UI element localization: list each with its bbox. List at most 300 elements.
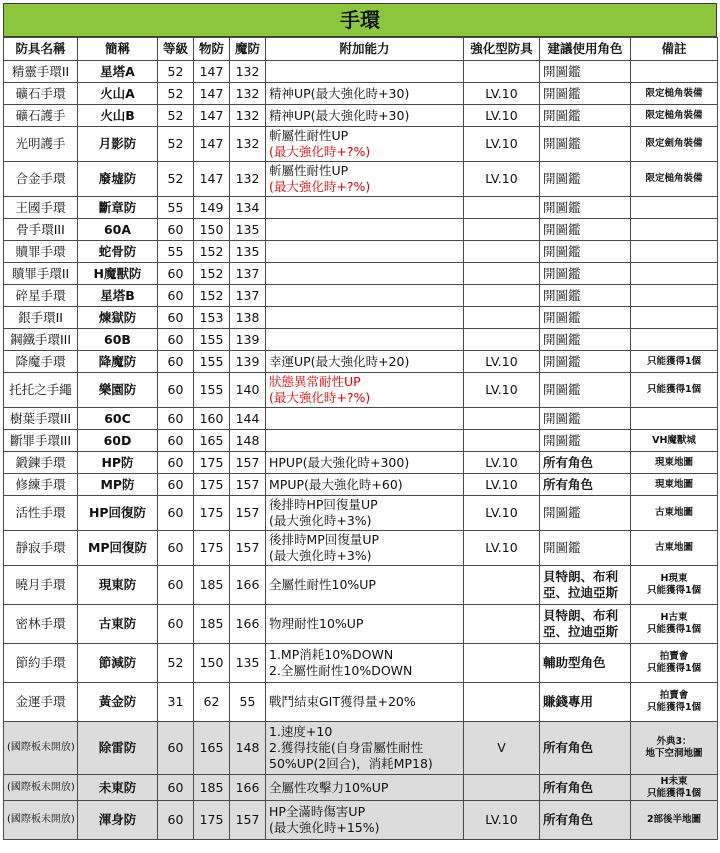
abbr-cell: 古東防 [78,605,158,644]
mdef-cell: 132 [230,61,266,83]
note-cell [631,162,718,197]
mdef-cell: 137 [230,263,266,285]
mdef-cell: 157 [230,452,266,474]
table-row [4,722,718,775]
note-cell [631,61,718,83]
role-line: 所有角色 [543,779,594,795]
table-header-row [4,38,718,61]
ability-cell [266,105,464,127]
note-line: 只能獲得1個 [646,355,702,367]
note-line: 限定劍角裝備 [645,138,703,149]
upgrade-cell: LV.10 [464,452,540,474]
mdef-cell: 166 [230,566,266,605]
upgrade-cell [464,263,540,285]
mdef-cell: 132 [230,162,266,197]
role-cell [540,683,631,722]
table-row [4,452,718,474]
abbr-cell: 廢墟防 [78,162,158,197]
ability-line: 精神UP(最大強化時+30) [269,85,410,101]
ability-cell [266,61,464,83]
armor-name-cell: 修練手環 [4,474,78,496]
role-cell [540,474,631,496]
table-row [4,408,718,430]
armor-name-cell: 密林手環 [4,605,78,644]
note-line: 拍賣會 [659,690,689,701]
mdef-cell: 157 [230,531,266,566]
abbr-cell: 煉獄防 [78,307,158,329]
note-cell [631,644,718,683]
table-row [4,263,718,285]
ability-cell [266,329,464,351]
ability-cell [266,285,464,307]
ability-cell [266,197,464,219]
note-line: 只能獲得1個 [646,702,702,713]
ability-cell [266,452,464,474]
armor-name-cell: 王國手環 [4,197,78,219]
ability-line: HPUP(最大強化時+300) [269,454,410,470]
upgrade-cell [464,197,540,219]
role-cell [540,83,631,105]
mdef-cell: 132 [230,105,266,127]
bracelet-table [3,37,718,840]
pdef-cell: 147 [194,162,230,197]
mdef-cell: 166 [230,775,266,801]
ability-cell [266,219,464,241]
role-cell [540,61,631,83]
table-row [4,285,718,307]
note-cell [631,496,718,531]
role-line: 亞、拉迪亞斯 [543,624,619,639]
role-line: 開圖鑑 [543,221,581,237]
ability-line: 1.速度+10 [269,724,333,739]
table-row [4,127,718,162]
note-cell [631,683,718,722]
ability-line: 幸運UP(最大強化時+20) [269,353,410,369]
ability-cell [266,162,464,197]
pdef-cell: 155 [194,351,230,373]
role-cell [540,496,631,531]
note-line: 2部後半地圖 [646,814,702,825]
sheet-title: 手環 [3,3,717,37]
upgrade-cell [464,644,540,683]
role-line: 開圖鑑 [543,353,581,369]
role-line: 所有角色 [543,812,594,827]
mdef-cell: 157 [230,801,266,840]
pdef-cell: 152 [194,241,230,263]
armor-name-cell: 斷罪手環III [4,430,78,452]
armor-name-cell: 碎星手環 [4,285,78,307]
note-line: 只能獲得1個 [646,663,702,674]
role-line: 輔助型角色 [543,655,606,670]
mdef-cell: 148 [230,722,266,775]
pdef-cell: 147 [194,83,230,105]
pdef-cell: 147 [194,61,230,83]
level-cell: 60 [158,566,194,605]
pdef-cell: 165 [194,430,230,452]
abbr-cell: HP防 [78,452,158,474]
col-header-pdef: 物防 [194,38,230,61]
note-line: 限定槌角裝備 [645,109,703,121]
mdef-cell: 148 [230,430,266,452]
upgrade-cell [464,329,540,351]
note-cell [631,197,718,219]
abbr-cell: 除雷防 [78,722,158,775]
role-cell [540,722,631,775]
table-row [4,644,718,683]
note-cell [631,801,718,840]
armor-name-cell: 金運手環 [4,683,78,722]
level-cell: 60 [158,307,194,329]
ability-line: 全屬性攻擊力10%UP [269,779,389,795]
pdef-cell: 149 [194,197,230,219]
col-header-name: 防具名稱 [4,38,78,61]
level-cell: 60 [158,373,194,408]
upgrade-cell: LV.10 [464,496,540,531]
role-cell [540,105,631,127]
level-cell: 60 [158,351,194,373]
level-cell: 55 [158,197,194,219]
role-cell [540,430,631,452]
mdef-cell: 138 [230,307,266,329]
pdef-cell: 155 [194,329,230,351]
note-cell [631,531,718,566]
level-cell: 52 [158,83,194,105]
mdef-cell: 157 [230,474,266,496]
upgrade-cell: LV.10 [464,801,540,840]
role-cell [540,127,631,162]
note-cell [631,285,718,307]
role-cell [540,531,631,566]
col-header-level: 等級 [158,38,194,61]
ability-line: 全屬性耐性10%UP [269,577,376,592]
level-cell: 52 [158,644,194,683]
role-line: 開圖鑑 [543,63,581,79]
ability-cell [266,430,464,452]
armor-name-cell: 銀手環II [4,307,78,329]
role-line: 賺錢專用 [543,694,594,709]
abbr-cell: 火山A [78,83,158,105]
upgrade-cell: LV.10 [464,351,540,373]
mdef-cell: 135 [230,219,266,241]
ability-cell [266,801,464,840]
mdef-cell: 134 [230,197,266,219]
role-cell [540,197,631,219]
level-cell: 60 [158,801,194,840]
note-cell [631,83,718,105]
ability-line: 精神UP(最大強化時+30) [269,107,410,123]
ability-line: 2.獲得技能(自身雷屬性耐性 [269,740,424,755]
ability-cell [266,263,464,285]
ability-line: 物理耐性10%UP [269,616,364,631]
ability-line: (最大強化時+3%) [269,513,372,528]
armor-name-cell: (國際板未開放) [4,801,78,840]
ability-cell [266,373,464,408]
mdef-cell: 157 [230,496,266,531]
ability-line: (最大強化時+?%) [269,390,371,405]
table-row [4,430,718,452]
level-cell: 60 [158,474,194,496]
abbr-cell: 渾身防 [78,801,158,840]
level-cell: 60 [158,722,194,775]
note-line: 只能獲得1個 [646,585,702,596]
role-cell [540,241,631,263]
ability-cell [266,566,464,605]
upgrade-cell: LV.10 [464,83,540,105]
note-line: 現東地圖 [654,478,693,490]
note-line: H未東 [660,775,688,787]
role-cell [540,452,631,474]
armor-name-cell: 樹葉手環III [4,408,78,430]
table-row [4,373,718,408]
col-header-note: 備註 [631,38,718,61]
role-line: 開圖鑑 [543,309,581,325]
pdef-cell: 152 [194,285,230,307]
ability-line: 戰鬥結束GIT獲得量+20% [269,694,416,709]
role-cell [540,408,631,430]
ability-cell [266,241,464,263]
note-line: 地下空洞地圖 [645,748,703,759]
table-row [4,162,718,197]
note-line: H古東 [660,612,688,623]
table-row [4,105,718,127]
role-line: 開圖鑑 [543,410,581,426]
table-row [4,775,718,801]
armor-name-cell: 活性手環 [4,496,78,531]
level-cell: 52 [158,105,194,127]
note-line: 只能獲得1個 [646,624,702,635]
armor-name-cell: 礦石護手 [4,105,78,127]
table-row [4,307,718,329]
ability-line: 後排時MP回復量UP [269,532,380,547]
role-line: 開圖鑑 [543,265,581,281]
armor-name-cell: 曉月手環 [4,566,78,605]
pdef-cell: 175 [194,474,230,496]
ability-line: (最大強化時+?%) [269,179,371,194]
ability-line: (最大強化時+15%) [269,820,380,835]
pdef-cell: 147 [194,105,230,127]
upgrade-cell [464,219,540,241]
mdef-cell: 140 [230,373,266,408]
pdef-cell: 152 [194,263,230,285]
mdef-cell: 55 [230,683,266,722]
abbr-cell: 火山B [78,105,158,127]
note-cell [631,474,718,496]
level-cell: 60 [158,263,194,285]
ability-cell [266,683,464,722]
armor-name-cell: 光明護手 [4,127,78,162]
ability-line: 後排時HP回復量UP [269,497,378,512]
armor-name-cell: 降魔手環 [4,351,78,373]
pdef-cell: 185 [194,605,230,644]
ability-cell [266,722,464,775]
col-header-abbr: 簡稱 [78,38,158,61]
role-line: 開圖鑑 [543,432,581,448]
role-line: 貝特朗、布利 [543,569,619,584]
col-header-ability: 附加能力 [266,38,464,61]
upgrade-cell: LV.10 [464,127,540,162]
role-cell [540,644,631,683]
ability-cell [266,531,464,566]
mdef-cell: 132 [230,83,266,105]
note-cell [631,452,718,474]
level-cell: 55 [158,241,194,263]
table-row [4,83,718,105]
level-cell: 52 [158,162,194,197]
armor-name-cell: 精靈手環II [4,61,78,83]
note-cell [631,329,718,351]
ability-line: 2.全屬性耐性10%DOWN [269,663,413,678]
abbr-cell: 斷章防 [78,197,158,219]
table-row [4,605,718,644]
table-row [4,496,718,531]
role-cell [540,566,631,605]
col-header-upgrade: 強化型防具 [464,38,540,61]
level-cell: 60 [158,496,194,531]
ability-line: 1.MP消耗10%DOWN [269,647,394,662]
note-line: 只能獲得1個 [646,384,702,395]
note-line: 只能獲得1個 [646,787,702,799]
note-cell [631,775,718,801]
role-line: 所有角色 [543,740,594,755]
abbr-cell: MP回復防 [78,531,158,566]
ability-line: HP全滿時傷害UP [269,804,366,819]
pdef-cell: 153 [194,307,230,329]
armor-name-cell: (國際板未開放) [4,722,78,775]
ability-cell [266,605,464,644]
mdef-cell: 139 [230,351,266,373]
role-line: 開圖鑑 [543,136,581,151]
pdef-cell: 185 [194,566,230,605]
pdef-cell: 185 [194,775,230,801]
level-cell: 60 [158,219,194,241]
role-cell [540,775,631,801]
note-cell [631,127,718,162]
mdef-cell: 144 [230,408,266,430]
note-line: 外典3： [656,736,692,747]
upgrade-cell [464,605,540,644]
mdef-cell: 135 [230,241,266,263]
abbr-cell: 樂園防 [78,373,158,408]
role-cell [540,373,631,408]
level-cell: 60 [158,531,194,566]
upgrade-cell [464,241,540,263]
pdef-cell: 147 [194,127,230,162]
pdef-cell: 155 [194,373,230,408]
upgrade-cell [464,566,540,605]
ability-cell [266,83,464,105]
armor-name-cell: 托托之手繩 [4,373,78,408]
ability-line: 斬屬性耐性UP [269,128,349,143]
abbr-cell: 60B [78,329,158,351]
table-row [4,566,718,605]
abbr-cell: 60D [78,430,158,452]
abbr-cell: 月影防 [78,127,158,162]
mdef-cell: 132 [230,127,266,162]
table-row [4,531,718,566]
ability-cell [266,496,464,531]
note-line: 現東地圖 [654,456,693,468]
role-line: 開圖鑑 [543,540,581,555]
note-cell [631,241,718,263]
pdef-cell: 62 [194,683,230,722]
ability-line: 50%UP(2回合)，消耗MP18) [269,756,433,771]
pdef-cell: 160 [194,408,230,430]
armor-name-cell: 鋼鐵手環III [4,329,78,351]
role-cell [540,351,631,373]
table-row [4,683,718,722]
role-cell [540,285,631,307]
role-cell [540,801,631,840]
upgrade-cell [464,430,540,452]
level-cell: 60 [158,452,194,474]
ability-line: (最大強化時+?%) [269,144,371,159]
abbr-cell: 星塔B [78,285,158,307]
armor-name-cell: 礦石手環 [4,83,78,105]
role-line: 開圖鑑 [543,85,581,101]
note-cell [631,430,718,452]
role-line: 開圖鑑 [543,107,581,123]
note-cell [631,105,718,127]
ability-cell [266,127,464,162]
pdef-cell: 165 [194,722,230,775]
role-line: 貝特朗、布利 [543,608,619,623]
abbr-cell: 節減防 [78,644,158,683]
upgrade-cell: LV.10 [464,162,540,197]
table-row [4,219,718,241]
table-row [4,61,718,83]
abbr-cell: 蛇骨防 [78,241,158,263]
level-cell: 60 [158,605,194,644]
armor-name-cell: 靜寂手環 [4,531,78,566]
upgrade-cell [464,683,540,722]
abbr-cell: MP防 [78,474,158,496]
abbr-cell: 未東防 [78,775,158,801]
mdef-cell: 139 [230,329,266,351]
role-cell [540,307,631,329]
role-cell [540,605,631,644]
pdef-cell: 175 [194,801,230,840]
role-line: 開圖鑑 [543,382,581,397]
armor-name-cell: 合金手環 [4,162,78,197]
abbr-cell: 黃金防 [78,683,158,722]
abbr-cell: HP回復防 [78,496,158,531]
role-line: 亞、拉迪亞斯 [543,585,619,600]
note-cell [631,373,718,408]
role-line: 所有角色 [543,454,594,470]
role-cell [540,263,631,285]
pdef-cell: 175 [194,531,230,566]
abbr-cell: 降魔防 [78,351,158,373]
upgrade-cell: LV.10 [464,373,540,408]
abbr-cell: H魔獸防 [78,263,158,285]
abbr-cell: 60A [78,219,158,241]
note-cell [631,307,718,329]
level-cell: 60 [158,329,194,351]
upgrade-cell: LV.10 [464,531,540,566]
ability-cell [266,307,464,329]
table-row [4,351,718,373]
ability-line: (最大強化時+3%) [269,548,372,563]
role-cell [540,329,631,351]
upgrade-cell [464,285,540,307]
note-line: H現東 [660,573,688,584]
level-cell: 60 [158,430,194,452]
note-line: 古東地圖 [654,542,693,553]
upgrade-cell: LV.10 [464,474,540,496]
note-line: 古東地圖 [654,507,693,518]
ability-line: 狀態異常耐性UP [269,374,361,389]
table-row [4,474,718,496]
